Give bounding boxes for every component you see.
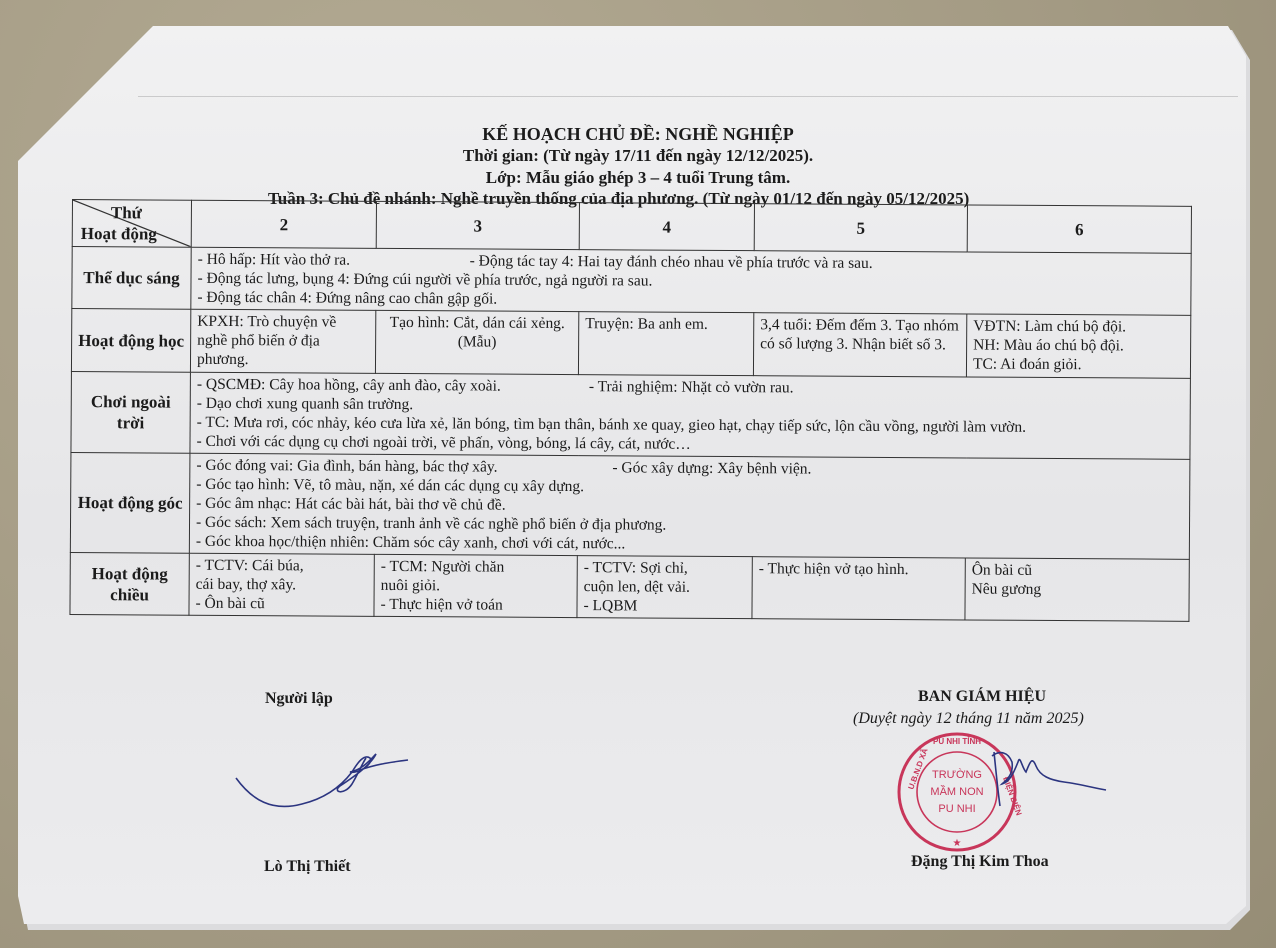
list-item: - TC: Mưa rơi, cóc nhảy, kéo cưa lừa xẻ, lăn bóng, tìm bạn thân, bánh xe quay, gieo hạt, chạy tiếp sức, lộn cầu vồng, người làm vườn. <box>196 413 1027 436</box>
chieu-cell-thu-3: - TCM: Người chăn nuôi giỏi. - Thực hiện vở toán <box>374 554 577 617</box>
row-label-hoat-dong-hoc: Hoạt động học <box>71 309 190 373</box>
list-item: - Động tác lưng, bụng 4: Đứng cúi người về phía trước, ngả người ra sau. <box>197 269 653 290</box>
list-item: - Góc đóng vai: Gia đình, bán hàng, bác thợ xây. - Góc xây dựng: Xây bệnh viện. <box>196 456 812 478</box>
principal-name: Đặng Thị Kim Thoa <box>911 853 1049 870</box>
corner-top-label: Thứ <box>110 203 142 223</box>
svg-text:★: ★ <box>952 838 962 849</box>
row-label-the-duc-sang: Thể dục sáng <box>72 247 191 310</box>
document-time: Thời gian: (Từ ngày 17/11 đến ngày 12/12/2025). <box>462 146 814 165</box>
list-item: - Góc âm nhạc: Hát các bài hát, bài thơ về chủ đề. <box>196 494 506 514</box>
row-hoat-dong-goc <box>70 452 1190 559</box>
row-hoat-dong-chieu <box>70 552 1189 621</box>
day-header-2: 2 <box>191 200 376 248</box>
document-title: KẾ HOẠCH CHỦ ĐỀ: NGHỀ NGHIỆP <box>482 124 794 144</box>
document-week: Tuần 3: Chủ đề nhánh: Nghề truyền thống của địa phương. (Từ ngày 01/12 đến ngày 05/12/2025) <box>268 189 970 208</box>
principal-signature-icon <box>990 742 1110 812</box>
hoc-cell-thu-2: KPXH: Trò chuyện về nghề phổ biến ở địa phương. <box>190 309 375 373</box>
preparer-title: Người lập <box>265 690 333 707</box>
list-item: - Góc sách: Xem sách truyện, tranh ảnh về các nghề phổ biến ở địa phương. <box>195 513 667 534</box>
day-header-6: 6 <box>967 205 1191 253</box>
hoat-dong-goc-content <box>189 453 1190 559</box>
svg-text:PU NHI TỈNH: PU NHI TỈNH <box>933 737 981 746</box>
board-title: BAN GIÁM HIỆU <box>918 688 1047 705</box>
day-header-4: 4 <box>579 203 754 251</box>
list-item: - Động tác chân 4: Đứng nâng cao chân gập gối. <box>197 288 498 308</box>
the-duc-sang-content <box>191 247 1191 315</box>
document-class: Lớp: Mẫu giáo ghép 3 – 4 tuổi Trung tâm. <box>485 168 791 187</box>
svg-text:PU NHI: PU NHI <box>938 803 976 815</box>
preparer-name: Lò Thị Thiết <box>264 858 351 875</box>
svg-text:TRƯỜNG: TRƯỜNG <box>932 769 982 781</box>
day-header-5: 5 <box>754 204 967 252</box>
corner-cell <box>72 200 191 248</box>
list-item: - Góc tạo hình: Vẽ, tô màu, nặn, xé dán các dụng cụ xây dựng. <box>196 475 585 496</box>
plan-table <box>69 199 1192 622</box>
svg-text:U.B.N.D XÃ: U.B.N.D XÃ <box>906 747 930 791</box>
row-label-hoat-dong-goc: Hoạt động góc <box>70 452 190 553</box>
list-item: - Góc khoa học/thiện nhiên: Chăm sóc cây xanh, chơi với cát, nước... <box>195 532 626 553</box>
list-item: - Dạo chơi xung quanh sân trường. <box>196 394 414 414</box>
list-item: - Hô hấp: Hít vào thở ra. - Động tác tay 4: Hai tay đánh chéo nhau về phía trước và ra sau. <box>197 250 873 272</box>
table-header-row <box>72 200 1191 254</box>
row-label-hoat-dong-chieu: Hoạt động chiều <box>70 552 189 615</box>
preparer-signature-icon <box>232 740 412 820</box>
chieu-cell-thu-6: Ôn bài cũ Nêu gương <box>965 558 1189 621</box>
row-the-duc-sang <box>72 247 1191 316</box>
day-header-3: 3 <box>376 201 579 249</box>
list-item: - Chơi với các dụng cụ chơi ngoài trời, vẽ phấn, vòng, bóng, lá cây, cát, nước… <box>196 432 691 453</box>
hoc-cell-thu-4: Truyện: Ba anh em. <box>578 312 753 376</box>
corner-bottom-label: Hoạt động <box>80 224 157 244</box>
chieu-cell-thu-2: - TCTV: Cái búa, cái bay, thợ xây. - Ôn bài cũ <box>189 553 374 616</box>
list-item: - QSCMĐ: Cây hoa hồng, cây anh đào, cây xoài. - Trải nghiệm: Nhặt cỏ vườn rau. <box>196 375 794 397</box>
hoc-cell-thu-6: VĐTN: Làm chú bộ đội. NH: Màu áo chú bộ đội. TC: Ai đoán giỏi. <box>966 314 1190 378</box>
approval-date: (Duyệt ngày 12 tháng 11 năm 2025) <box>853 710 1084 727</box>
row-label-choi-ngoai-troi: Chơi ngoài trời <box>71 371 190 453</box>
row-choi-ngoai-troi <box>71 371 1190 459</box>
svg-text:ĐIỆN BIÊN: ĐIỆN BIÊN <box>1001 775 1024 817</box>
chieu-cell-thu-5: - Thực hiện vở tạo hình. <box>752 557 965 620</box>
svg-text:MẦM NON: MẦM NON <box>930 786 984 798</box>
hoc-cell-thu-5: 3,4 tuổi: Đếm đếm 3. Tạo nhóm có số lượng 3. Nhận biết số 3. <box>753 313 966 377</box>
fold-line <box>138 96 1238 97</box>
row-hoat-dong-hoc <box>71 309 1190 379</box>
hoc-cell-thu-3: Tạo hình: Cắt, dán cái xẻng. (Mẫu) <box>375 310 578 374</box>
choi-ngoai-troi-content <box>190 372 1190 459</box>
chieu-cell-thu-4: - TCTV: Sợi chỉ, cuộn len, dệt vải. - LQBM <box>577 556 752 619</box>
